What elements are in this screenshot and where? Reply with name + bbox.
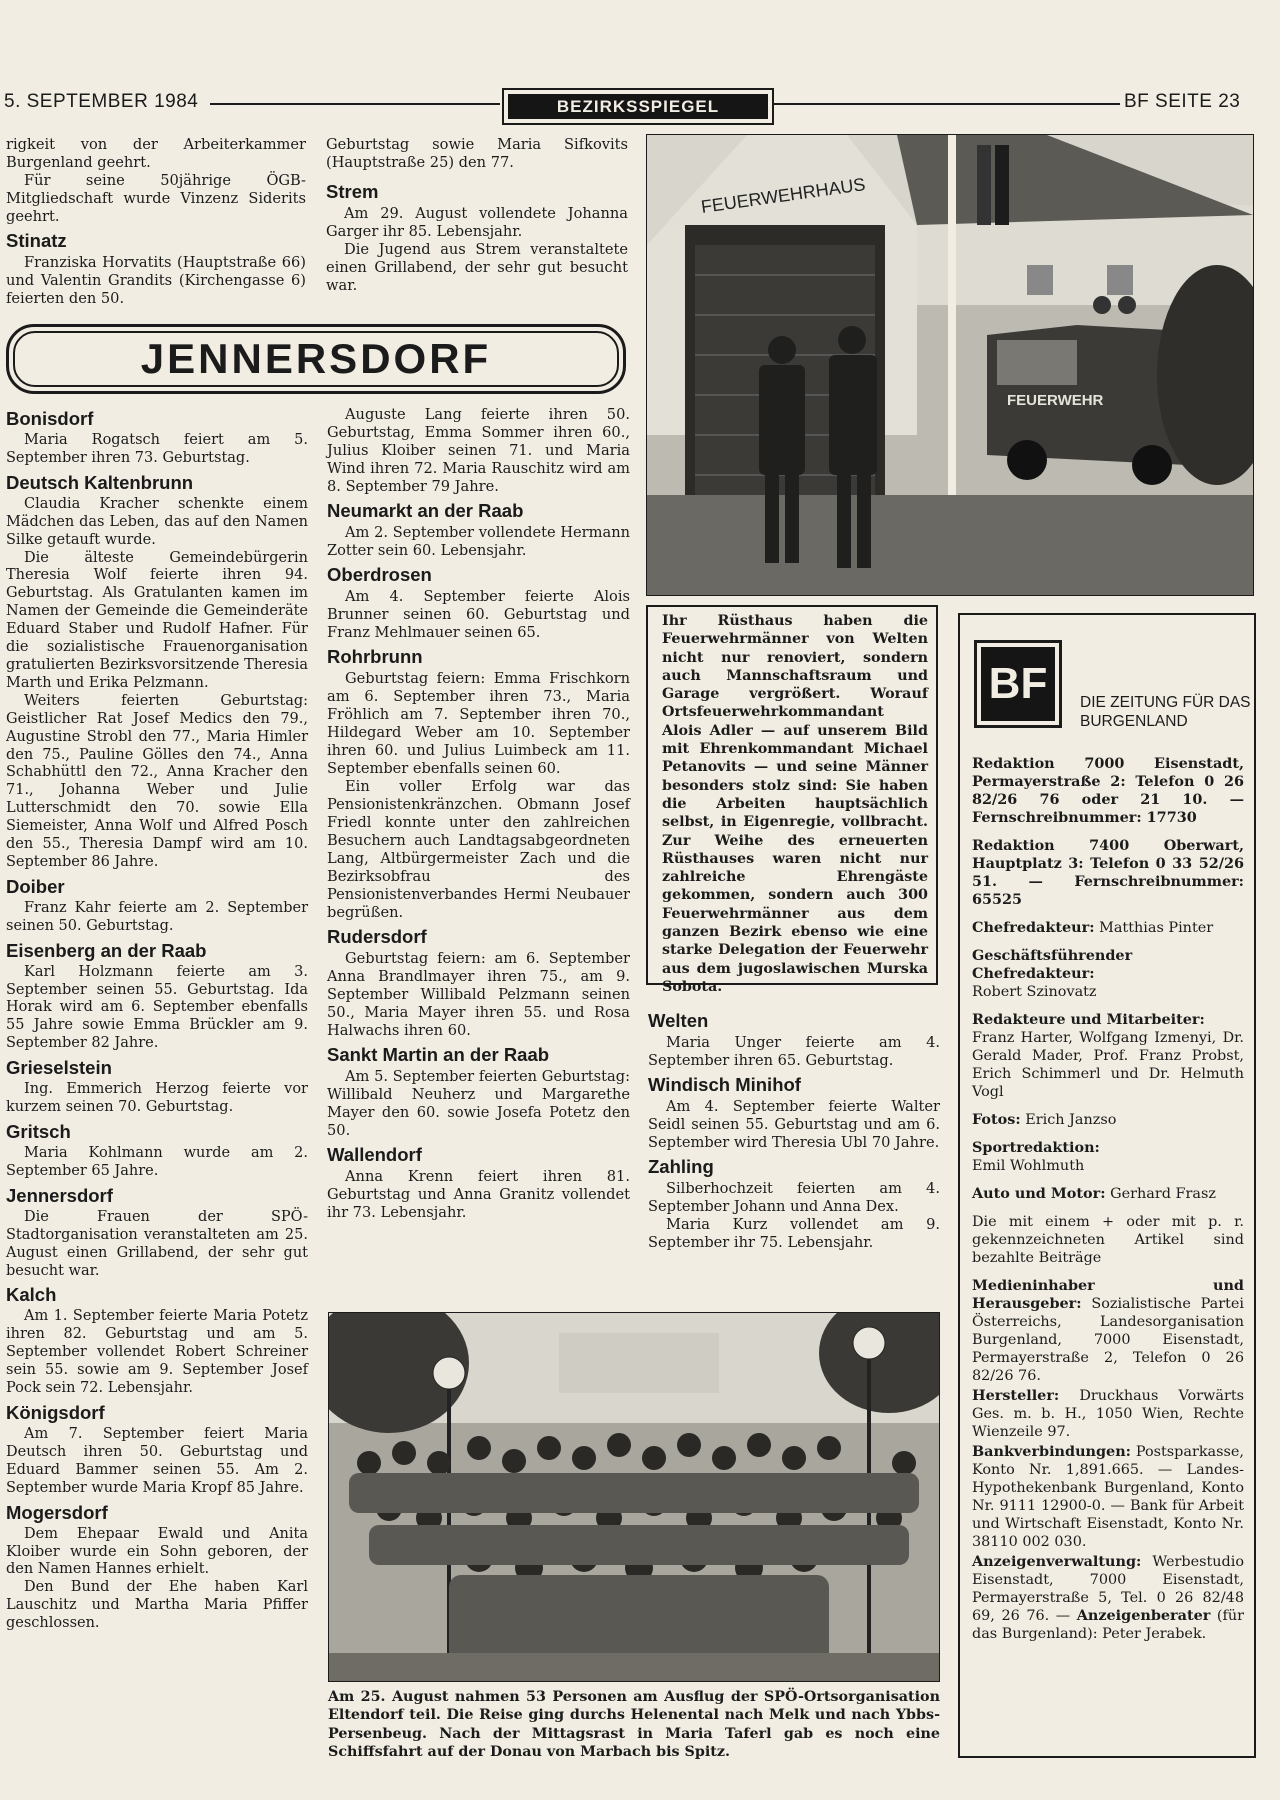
impressum	[972, 755, 1244, 1653]
paragraph: Am 2. September vollendete Hermann Zotter sein 60. Lebensjahr.	[327, 524, 630, 559]
paragraph: rigkeit von der Arbeiterkammer Burgenland geehrt.	[6, 136, 306, 171]
locality-heading: Kalch	[6, 1284, 57, 1306]
publisher	[972, 1277, 1244, 1385]
editorial-office-eisenstadt: Redaktion 7000 Eisenstadt, Permayerstraße 2: Telefon 0 26 82/26 76 oder 21 10. — Fernschreibnummer: 17730	[972, 755, 1244, 826]
locality-heading: Oberdrosen	[327, 564, 432, 585]
paragraph: Weiters feierten Geburtstag: Geistlicher Rat Josef Medics den 79., Augustine Strobl den 77., Maria Himler den 75., Pauline Gölles den 74., Anna Schabhüttl den 72., Anna Kracher den 71., Johanna Weber und Julie Lutterschmidt den 70. sowie Ella Siemeister, Anna Wolf und Alfred Posch den 55., Theresia Dampf wird am 10. September 86 Jahre.	[6, 692, 308, 870]
bf-logo-text: BF	[981, 647, 1055, 721]
locality-heading: Gritsch	[6, 1121, 71, 1142]
bf-logo	[974, 640, 1062, 728]
printer	[972, 1387, 1244, 1441]
locality-heading: Zahling	[648, 1156, 714, 1177]
paragraph: Ein voller Erfolg war das Pensionistenkränzchen. Obmann Josef Friedl konnte unter den zahlreichen Besuchern auch Landtagsabgeordneten Lang, Altbürgermeister Zach und die Bezirksobfrau des Pensionistenverbandes Hermi Neubauer begrüßen.	[327, 778, 630, 921]
paragraph: Die Frauen der SPÖ-Stadtorganisation veranstalteten am 25. August einen Grillabend, der sehr gut besucht war.	[6, 1208, 308, 1279]
locality-heading: Rohrbrunn	[327, 646, 423, 667]
value: Robert Szinovatz	[972, 984, 1097, 1000]
fire-station-sign: FEUERWEHRHAUS	[699, 174, 867, 217]
paid-articles-note: Die mit einem + oder mit p. r. gekennzeichneten Artikel sind bezahlte Beiträge	[972, 1214, 1244, 1266]
label: Redakteure und Mitarbeiter:	[972, 1011, 1205, 1028]
paragraph: Maria Kohlmann wurde am 2. September 65 Jahre.	[6, 1145, 308, 1179]
article-column-1	[6, 404, 308, 1633]
paragraph: Am 5. September feierten Geburtstag: Willibald Neuherz und Margarethe Mayer den 60. sowie Josefa Potetz den 50.	[327, 1068, 630, 1139]
locality-heading: Rudersdorf	[327, 926, 427, 947]
top-column-2	[326, 136, 628, 295]
paragraph: Dem Ehepaar Ewald und Anita Kloiber wurde ein Sohn geboren, der den Namen Hannes erhielt.	[6, 1525, 308, 1578]
locality-heading: Sankt Martin an der Raab	[327, 1044, 550, 1065]
fire-station-caption: Ihr Rüsthaus haben die Feuerwehrmänner von Welten nicht nur renoviert, sondern auch Mannschaftsraum und Garage vergrößert. Worauf Ortsfeuerwehrkommandant Alois Adler — auf unserem Bild mit Ehrenkommandant Michael Petanovits — und seine Männer besonders stolz sind: Sie haben die Arbeiten hauptsächlich selbst, in Eigenregie, vollbracht. Zur Weihe des erneuerten Rüsthauses waren nicht nur zahlreiche Ehrengäste gekommen, sondern auch 300 Feuerwehrmänner aus dem ganzen Bezirk ebenso wie eine starke Delegation der Feuerwehr aus dem jugoslawischen Murska Sobota.	[662, 613, 928, 995]
value: Erich Janzso	[1025, 1112, 1117, 1128]
article-column-2	[327, 406, 630, 1222]
paragraph: Am 4. September feierte Walter Seidl seinen 55. Geburtstag und am 6. September wird Theresia Ubl 70 Jahre.	[648, 1098, 940, 1151]
advertising	[972, 1553, 1244, 1643]
label: Fotos:	[972, 1111, 1021, 1128]
paragraph: Maria Kurz vollendet am 9. September ihr 75. Lebensjahr.	[648, 1216, 940, 1251]
locality-heading: Mogersdorf	[6, 1501, 108, 1523]
value: (für das Burgenland): Peter Jerabek.	[972, 1608, 1244, 1642]
excursion-group-photo	[328, 1312, 940, 1682]
value: Gerhard Frasz	[1110, 1186, 1216, 1202]
district-banner-title: JENNERSDORF	[13, 331, 619, 387]
label: Geschäftsführender Chefredakteur:	[972, 947, 1133, 982]
paragraph: Die Jugend aus Strem veranstaltete einen Grillabend, der sehr gut besucht war.	[326, 241, 628, 294]
section-label: BEZIRKSSPIEGEL	[508, 94, 768, 119]
label: Auto und Motor:	[972, 1185, 1106, 1202]
page-number: BF SEITE 23	[1124, 91, 1241, 112]
label: Anzeigenberater	[1076, 1607, 1211, 1624]
label: Chefredakteur:	[972, 919, 1095, 936]
paragraph: Den Bund der Ehe haben Karl Lauschitz und Martha Maria Pfiffer geschlossen.	[6, 1579, 308, 1632]
locality-heading: Königsdorf	[6, 1401, 105, 1423]
locality-heading: Eisenberg an der Raab	[6, 939, 207, 961]
paragraph: Geburtstag sowie Maria Sifkovits (Hauptstraße 25) den 77.	[326, 136, 628, 171]
locality-heading: Welten	[648, 1010, 709, 1031]
locality-heading: Jennersdorf	[6, 1184, 113, 1206]
tagline: DIE ZEITUNG FÜR DAS BURGENLAND	[1080, 694, 1251, 730]
paragraph: Am 7. September feiert Maria Deutsch ihren 50. Geburtstag und Eduard Bammer seinen 55. Am 2. September wurde Maria Kropf 85 Jahre.	[6, 1425, 308, 1496]
paragraph: Für seine 50jährige ÖGB-Mitgliedschaft wurde Vinzenz Siderits geehrt.	[6, 172, 306, 225]
value: Matthias Pinter	[1099, 920, 1214, 936]
managing-editor	[972, 947, 1244, 1001]
locality-heading: Bonisdorf	[6, 408, 94, 429]
paragraph: Geburtstag feiern: am 6. September Anna Brandlmayer ihren 75., am 9. September Willibald Pelzmann seinen 50., Maria Mayer ihren 55. und Rosa Halwachs ihren 60.	[327, 950, 630, 1039]
paragraph: Am 4. September feierte Alois Brunner seinen 60. Geburtstag und Franz Mehlmauer seinen 65.	[327, 588, 630, 641]
locality-heading: Grieselstein	[6, 1057, 112, 1079]
group-illustration	[329, 1313, 939, 1681]
paragraph: Maria Unger feierte am 4. September ihren 65. Geburtstag.	[648, 1034, 940, 1069]
paragraph: Anna Krenn feiert ihren 81. Geburtstag und Anna Granitz vollendet ihr 73. Lebensjahr.	[327, 1168, 630, 1221]
fire-station-illustration	[647, 135, 1253, 595]
paragraph: Die älteste Gemeindebürgerin Theresia Wolf feierte ihren 94. Geburtstag. Als Gratulanten kamen im Namen der Gemeinde die Gemeinderäte Eduard Staber und Rudolf Hafner. Für die sozialistische Frauenorganisation gratulierten Bezirksvorsitzende Theresia Marth und Erika Pelzmann.	[6, 549, 308, 691]
paragraph: Auguste Lang feierte ihren 50. Geburtstag, Emma Sommer ihren 60., Julius Kloiber seinen 71. und Maria Wind ihren 72. Maria Rauschitz wird am 8. September 79 Jahre.	[327, 406, 630, 495]
photos-credit	[972, 1111, 1244, 1129]
locality-heading: Neumarkt an der Raab	[327, 500, 524, 521]
paragraph: Silberhochzeit feierten am 4. September Johann und Anna Dex.	[648, 1180, 940, 1215]
chief-editor	[972, 919, 1244, 937]
bank-details	[972, 1443, 1244, 1551]
district-banner	[6, 324, 626, 394]
label: Bankverbindungen:	[972, 1443, 1131, 1460]
top-column-1	[6, 136, 306, 308]
paragraph: Ing. Emmerich Herzog feierte vor kurzem seinen 70. Geburtstag.	[6, 1081, 308, 1116]
locality-heading: Wallendorf	[327, 1144, 422, 1165]
paragraph: Franziska Horvatits (Hauptstraße 66) und Valentin Grandits (Kirchengasse 6) feierten den 50.	[6, 254, 306, 307]
section-label-box	[502, 88, 774, 125]
paragraph: Am 29. August vollendete Johanna Garger ihr 85. Lebensjahr.	[326, 205, 628, 240]
header-rule-left	[210, 103, 500, 105]
label: Hersteller:	[972, 1387, 1060, 1404]
locality-heading: Windisch Minihof	[648, 1074, 801, 1095]
paragraph: Claudia Kracher schenkte einem Mädchen das Leben, das auf den Namen Silke getauft wurde.	[6, 495, 308, 548]
paragraph: Geburtstag feiern: Emma Frischkorn am 6. September ihren 73., Maria Fröhlich am 7. September ihren 70., Hildegard Weber am 10. September ihren 60. und Julius Luimbeck am 11. September ebenfalls seinen 60.	[327, 670, 630, 777]
paragraph: Franz Kahr feierte am 2. September seinen 50. Geburtstag.	[6, 899, 308, 934]
locality-heading: Stinatz	[6, 230, 67, 251]
fire-station-photo	[646, 134, 1254, 596]
value: Emil Wohlmuth	[972, 1158, 1085, 1174]
paragraph: Maria Rogatsch feiert am 5. September ihren 73. Geburtstag.	[6, 432, 308, 466]
paragraph: Karl Holzmann feierte am 3. September seinen 55. Geburtstag. Ida Horak wird am 6. September ebenfalls 55 Jahre sowie Emma Brückler am 9. September 82 Jahre.	[6, 963, 308, 1052]
value: Franz Harter, Wolfgang Izmenyi, Dr. Gerald Mader, Prof. Franz Probst, Erich Schimmerl und Dr. Helmuth Vogl	[972, 1030, 1244, 1100]
label: Sportredaktion:	[972, 1139, 1100, 1156]
locality-heading: Deutsch Kaltenbrunn	[6, 471, 194, 493]
locality-heading: Doiber	[6, 875, 65, 897]
article-column-3	[648, 1006, 940, 1252]
value: Werbestudio Eisenstadt, 7000 Eisenstadt, Permayerstraße 5, Tel. 0 26 82/48 69, 26 76. —	[972, 1554, 1244, 1624]
editors	[972, 1011, 1244, 1101]
editorial-office-oberwart: Redaktion 7400 Oberwart, Hauptplatz 3: Telefon 0 33 52/26 51. — Fernschreibnummer: 65525	[972, 837, 1244, 908]
excursion-caption: Am 25. August nahmen 53 Personen am Ausflug der SPÖ-Ortsorganisation Eltendorf teil. Die Reise ging durchs Helenental nach Melk und nach Ybbs-Persenbeug. Nach der Mittagsrast in Maria Taferl gab es noch eine Schiffsfahrt auf der Donau von Marbach bis Spitz.	[328, 1689, 940, 1760]
label: Anzeigenverwaltung:	[972, 1553, 1142, 1570]
value: Postsparkasse, Konto Nr. 1,891.665. — Landes-Hypothekenbank Burgenland, Konto Nr. 9111 12900-0. — Bank für Arbeit und Wirtschaft Eisenstadt, Konto Nr. 38110 002 030.	[972, 1444, 1244, 1550]
header-rule-right	[772, 103, 1120, 105]
value: Druckhaus Vorwärts Ges. m. b. H., 1050 Wien, Rechte Wienzeile 97.	[972, 1388, 1244, 1440]
fire-van-text: FEUERWEHR	[1007, 392, 1104, 409]
paragraph: Am 1. September feierte Maria Potetz ihren 82. Geburtstag und am 5. September vollendet Robert Schreiner sein 55. sowie am 9. September Josef Pock sein 72. Lebensjahr.	[6, 1308, 308, 1397]
value: Sozialistische Partei Österreichs, Landesorganisation Burgenland, 7000 Eisenstadt, Permayerstraße 2, Telefon 0 26 82/26 76.	[972, 1296, 1245, 1384]
locality-heading: Strem	[326, 181, 379, 202]
sports-editor	[972, 1139, 1244, 1175]
auto-editor	[972, 1185, 1244, 1203]
label: Medieninhaber und Herausgeber:	[972, 1277, 1244, 1312]
issue-date: 5. SEPTEMBER 1984	[4, 91, 199, 112]
